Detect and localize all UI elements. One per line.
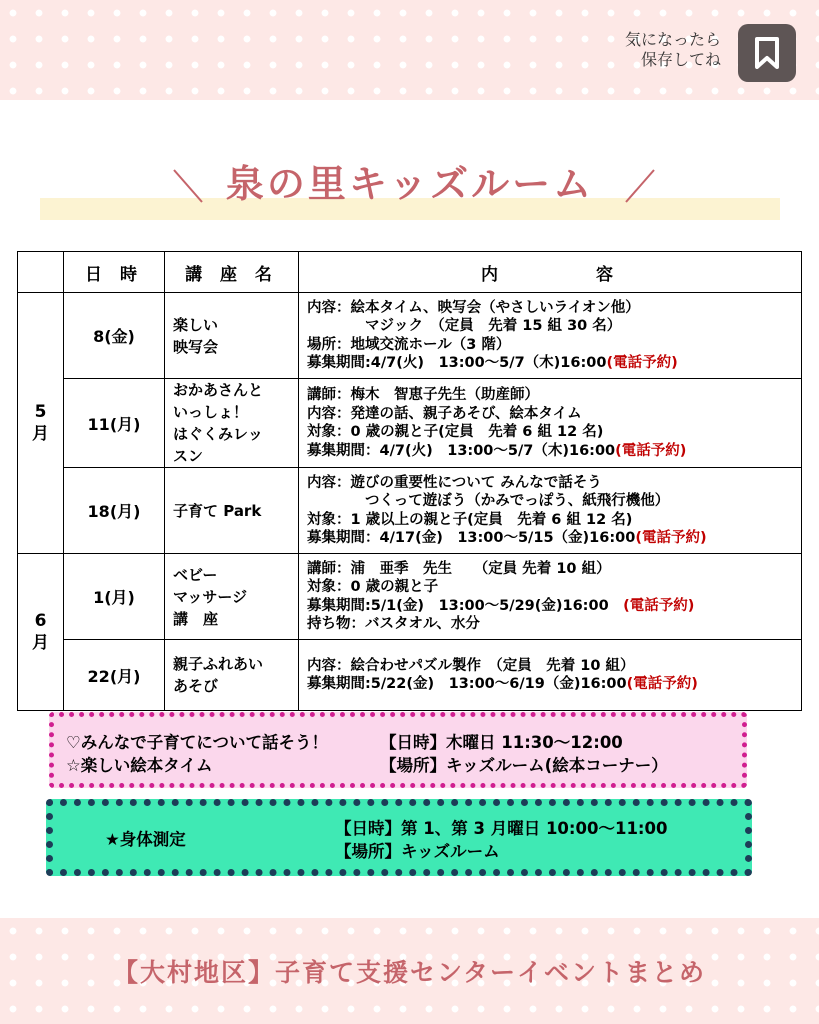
content-line: 対象：1 歳以上の親と子(定員 先着 6 組 12 名) [307, 511, 633, 528]
table-row [18, 640, 802, 711]
course-line: はぐくみレッ [173, 425, 263, 443]
phone-reservation: (電話予約) [626, 676, 698, 692]
save-hint-line2: 保存してね [640, 50, 721, 69]
content-line: つくって遊ぼう（かみでっぽう、紙飛行機他） [365, 493, 670, 509]
course-line: おかあさんと [173, 381, 264, 399]
header-date: 日 時 [64, 252, 165, 293]
course-line: ベビー [173, 565, 218, 584]
table-row [18, 293, 802, 379]
month-june-label: 6 月 [32, 611, 49, 653]
content-line [307, 529, 801, 548]
bookmark-button[interactable] [738, 24, 796, 82]
month-may-label: 5 月 [32, 402, 49, 444]
title-block [40, 150, 780, 222]
phone-reservation: (電話予約) [606, 355, 678, 371]
table-row [18, 554, 802, 640]
row-content [299, 640, 802, 711]
row-content [299, 293, 802, 379]
course-line: マッサージ [173, 587, 248, 606]
measurement-line1: 【日時】第 1、第 3 月曜日 10:00〜11:00 [335, 819, 668, 838]
row-content [299, 379, 802, 468]
course-line: スン [173, 447, 204, 465]
content-line: 内容：遊びの重要性について みんなで話そう [307, 474, 602, 491]
period-text: 募集期間:5/22(金) 13:00〜6/19（金)16:00 [307, 676, 627, 692]
content-line: 内容：絵本タイム、映写会（やさしいライオン他） [307, 299, 640, 316]
content-line: 講師：浦 亜季 先生 （定員 先着 10 組） [307, 560, 611, 577]
row-course [165, 468, 299, 554]
content-line: 対象：0 歳の親と子(定員 先着 6 組 12 名) [307, 424, 604, 440]
row-date: 18(月) [64, 468, 165, 554]
course-line: 親子ふれあい [173, 655, 264, 673]
pink-line1-right: 【日時】木曜日 11:30〜12:00 [380, 733, 623, 752]
content-line: マジック （定員 先着 15 組 30 名） [365, 318, 622, 334]
pink-line2-left: ☆楽しい絵本タイム [66, 756, 213, 775]
bookmark-icon [754, 37, 780, 69]
content-line: 講師：梅木 智恵子先生（助産師） [307, 387, 539, 403]
header-blank [18, 252, 64, 293]
page-title: 泉の里キッズルーム [225, 162, 595, 206]
footer-title: 【大村地区】子育て支援センターイベントまとめ [112, 958, 706, 987]
chat-event-box [49, 712, 747, 788]
month-june [18, 554, 64, 711]
slash-decoration [620, 166, 660, 206]
row-date: 22(月) [64, 640, 165, 711]
save-hint-line1: 気になったら [624, 30, 721, 49]
row-course [165, 640, 299, 711]
row-content [299, 554, 802, 640]
month-may [18, 293, 64, 554]
pink-line1-left: ♡みんなで子育てについて話そう！ [66, 733, 328, 752]
course-line: あそび [173, 677, 219, 695]
schedule-table [17, 251, 802, 711]
pink-line2-right: 【場所】キッズルーム(絵本コーナー） [380, 756, 668, 775]
save-hint [625, 30, 721, 70]
period-text: 募集期間:5/1(金) 13:00〜5/29(金)16:00 [307, 597, 624, 614]
phone-reservation: (電話予約) [615, 442, 687, 459]
measurement-box [46, 799, 752, 876]
row-date: 1(月) [64, 554, 165, 640]
content-line [307, 354, 801, 373]
course-line: 映写会 [173, 337, 219, 356]
measurement-line2: 【場所】キッズルーム [335, 842, 500, 861]
table-row [18, 379, 802, 468]
header-content: 内 容 [299, 252, 802, 293]
header-course: 講 座 名 [165, 252, 299, 293]
content-line: 内容：発達の話、親子あそび、絵本タイム [307, 405, 582, 422]
content-line: 対象：0 歳の親と子 [307, 579, 439, 595]
row-course [165, 293, 299, 379]
row-date: 11(月) [64, 379, 165, 468]
period-text: 募集期間：4/17(金) 13:00〜5/15（金)16:00 [307, 530, 636, 546]
content-line [307, 442, 801, 461]
content-line: 持ち物：バスタオル、水分 [307, 616, 480, 632]
period-text: 募集期間：4/7(火) 13:00〜5/7（木)16:00 [307, 442, 616, 459]
measurement-label: ★身体測定 [105, 830, 186, 849]
content-line [307, 675, 801, 694]
course-line: 楽しい [173, 315, 219, 334]
content-line: 場所：地域交流ホール（3 階） [307, 336, 511, 353]
phone-reservation: (電話予約) [623, 597, 695, 614]
row-content [299, 468, 802, 554]
course-line: 子育て Park [173, 501, 262, 520]
row-course [165, 379, 299, 468]
course-line: 講 座 [173, 609, 219, 628]
content-line: 内容：絵合わせパズル製作 （定員 先着 10 組） [307, 657, 635, 674]
content-line [307, 597, 801, 616]
period-text: 募集期間:4/7(火) 13:00〜5/7（木)16:00 [307, 355, 607, 371]
row-date: 8(金) [64, 293, 165, 379]
phone-reservation: (電話予約) [635, 530, 707, 546]
table-header-row [18, 252, 802, 293]
course-line: いっしょ！ [173, 403, 249, 421]
row-course [165, 554, 299, 640]
table-row [18, 468, 802, 554]
